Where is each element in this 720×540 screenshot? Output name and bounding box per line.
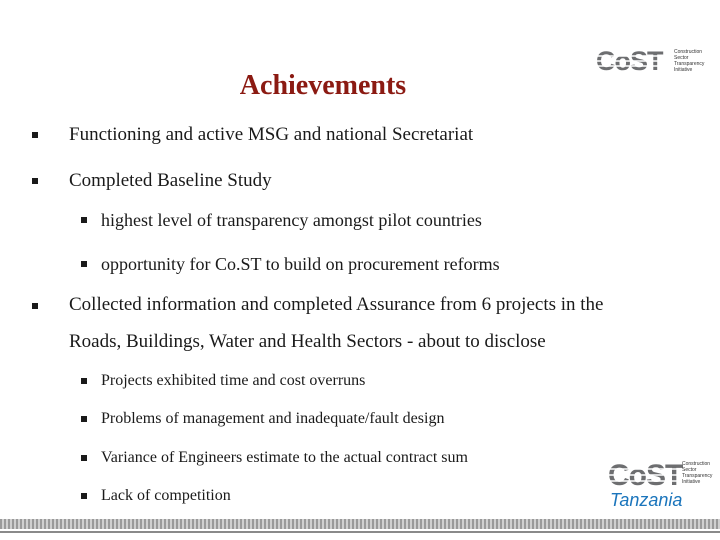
cost-tanzania-tagline-3: Transparency <box>682 473 713 479</box>
bullet-square-icon <box>32 178 38 184</box>
cost-logo-top-tagline-2: Sector <box>674 55 689 61</box>
cost-logo-top-wordmark: CoST <box>596 46 663 76</box>
bullet-item: Functioning and active MSG and national Secretariat <box>69 124 474 145</box>
bullet-item-line-1: Collected information and completed Assurance from 6 projects in the <box>69 294 604 315</box>
footer-line <box>0 531 720 533</box>
cost-tanzania-logo <box>606 455 716 511</box>
footer-band <box>0 519 720 529</box>
slide-title: Achievements <box>239 70 407 101</box>
sub-bullet-square-icon <box>81 455 87 461</box>
sub-bullet-item: Variance of Engineers estimate to the actual contract sum <box>101 449 468 466</box>
sub-bullet-item: Problems of management and inadequate/fault design <box>101 410 445 427</box>
cost-tanzania-tagline-4: Initiative <box>682 479 701 485</box>
sub-bullet-square-icon <box>81 493 87 499</box>
cost-tanzania-tagline-1: Construction <box>682 461 711 467</box>
sub-bullet-square-icon <box>81 217 87 223</box>
sub-bullet-item: Lack of competition <box>101 487 231 504</box>
bullet-item: Completed Baseline Study <box>69 170 272 191</box>
sub-bullet-item: highest level of transparency amongst pilot countries <box>101 210 482 230</box>
cost-logo-top-tagline-4: Initiative <box>674 67 693 73</box>
sub-bullet-item: opportunity for Co.ST to build on procurement reforms <box>101 254 500 274</box>
sub-bullet-square-icon <box>81 378 87 384</box>
sub-bullet-square-icon <box>81 261 87 267</box>
tanzania-label: Tanzania <box>610 490 683 510</box>
sub-bullet-item: Projects exhibited time and cost overruns <box>101 372 366 389</box>
sub-bullet-square-icon <box>81 416 87 422</box>
cost-logo-top-tagline-1: Construction <box>674 49 703 55</box>
bullet-square-icon <box>32 132 38 138</box>
cost-tanzania-tagline-2: Sector <box>682 467 697 473</box>
cost-tanzania-logo-wordmark: CoST <box>608 459 683 492</box>
bullet-item-line-2: Roads, Buildings, Water and Health Sectors - about to disclose <box>69 331 546 352</box>
cost-logo-top-tagline-3: Transparency <box>674 61 705 67</box>
bullet-square-icon <box>32 303 38 309</box>
